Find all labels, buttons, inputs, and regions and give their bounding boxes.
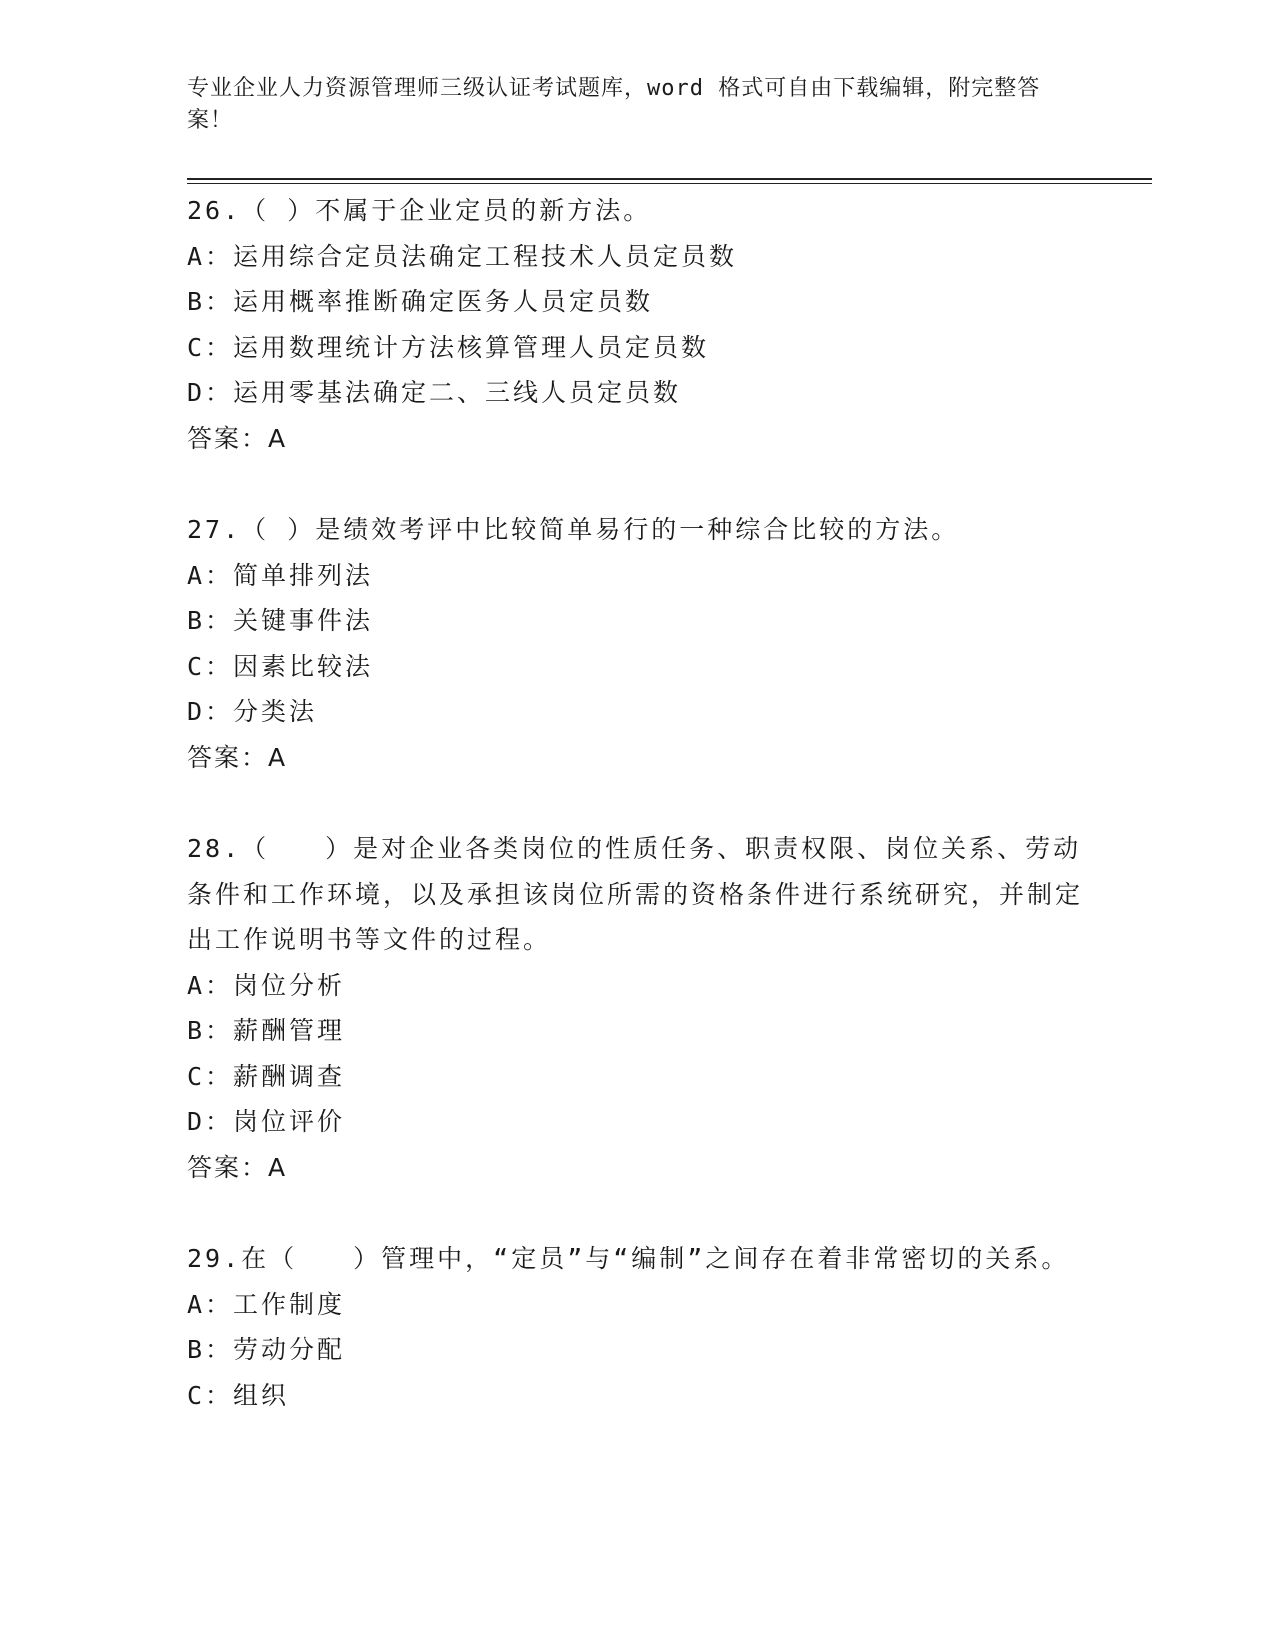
header-divider bbox=[187, 178, 1152, 180]
question-29 bbox=[187, 1236, 1087, 1418]
answer: 答案：A bbox=[187, 742, 288, 772]
option-c: C：因素比较法 bbox=[187, 651, 374, 681]
option-b: B：关键事件法 bbox=[187, 606, 374, 635]
option-a: A：工作制度 bbox=[187, 1289, 346, 1319]
question-list bbox=[187, 188, 1087, 1418]
answer: 答案：A bbox=[187, 423, 288, 453]
question-stem: 29.在（ ）管理中，“定员”与“编制”之间存在着非常密切的关系。 bbox=[187, 1244, 1070, 1273]
option-a: A：岗位分析 bbox=[187, 970, 346, 1000]
question-27 bbox=[187, 507, 1087, 780]
option-b: B：薪酬管理 bbox=[187, 1016, 346, 1045]
option-c: C：薪酬调查 bbox=[187, 1061, 346, 1091]
option-a: A：运用综合定员法确定工程技术人员定员数 bbox=[187, 241, 738, 271]
question-stem: 27.（ ）是绩效考评中比较简单易行的一种综合比较的方法。 bbox=[187, 515, 960, 544]
option-c: C：运用数理统计方法核算管理人员定员数 bbox=[187, 332, 710, 362]
header-divider-thin bbox=[187, 183, 1152, 184]
question-28 bbox=[187, 826, 1087, 1190]
option-d: D：分类法 bbox=[187, 697, 318, 726]
option-b: B：运用概率推断确定医务人员定员数 bbox=[187, 287, 654, 316]
option-a: A：简单排列法 bbox=[187, 560, 374, 590]
question-stem: 28.（ ）是对企业各类岗位的性质任务、职责权限、岗位关系、劳动条件和工作环境，以及承担该岗位所需的资格条件进行系统研究，并制定出工作说明书等文件的过程。 bbox=[187, 834, 1084, 954]
page-header: 专业企业人力资源管理师三级认证考试题库，word 格式可自由下载编辑，附完整答案！ bbox=[187, 76, 1041, 133]
question-26 bbox=[187, 188, 1087, 461]
option-d: D：运用零基法确定二、三线人员定员数 bbox=[187, 378, 682, 407]
option-c: C：组织 bbox=[187, 1380, 290, 1410]
option-b: B：劳动分配 bbox=[187, 1335, 346, 1364]
question-stem: 26.（ ）不属于企业定员的新方法。 bbox=[187, 196, 652, 225]
option-d: D：岗位评价 bbox=[187, 1107, 346, 1136]
answer: 答案：A bbox=[187, 1152, 288, 1182]
